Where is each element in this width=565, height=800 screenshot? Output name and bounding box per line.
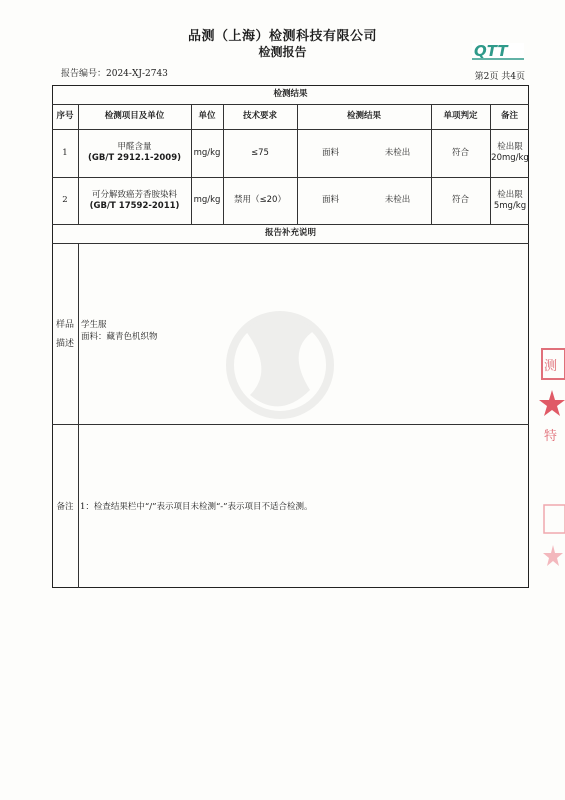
col-header-no: 序号 — [56, 111, 74, 122]
col-header-result: 检测结果 — [346, 111, 381, 122]
logo-text: QTT — [474, 42, 508, 60]
remarks-label: 备注 — [56, 501, 74, 512]
document-title: 检测报告 — [258, 45, 307, 59]
remarks-text: 1：检查结果栏中“/”表示项目未检测“-”表示项目不适合检测。 — [80, 501, 313, 512]
row1-result: 未检出 — [384, 147, 411, 158]
svg-text:特: 特 — [544, 429, 558, 444]
sample-name: 学生服 — [81, 319, 107, 330]
supplement-section-title: 报告补充说明 — [264, 228, 316, 239]
col-header-requirement: 技术要求 — [242, 111, 277, 122]
row1-verdict: 符合 — [451, 147, 469, 158]
row2-no: 2 — [62, 195, 68, 206]
col-header-verdict: 单项判定 — [443, 111, 478, 122]
sample-fabric: 面料：藏青色机织物 — [81, 331, 158, 342]
row1-item-standard: (GB/T 2912.1-2009) — [87, 153, 182, 163]
seal-stamp — [538, 345, 565, 595]
svg-text:测: 测 — [544, 359, 558, 374]
row2-part: 面料 — [321, 195, 339, 206]
company-logo — [470, 40, 526, 62]
row1-item — [78, 129, 191, 177]
row2-item — [78, 177, 191, 224]
col-header-unit: 单位 — [198, 111, 216, 122]
row1-part: 面料 — [321, 147, 339, 158]
row1-no: 1 — [62, 147, 68, 158]
row2-note: 检出限 5mg/kg — [493, 189, 527, 211]
report-number: 报告编号：2024-XJ-2743 — [61, 69, 168, 79]
row2-result: 未检出 — [384, 195, 411, 206]
col-header-note: 备注 — [500, 111, 518, 122]
row2-unit: mg/kg — [193, 195, 221, 206]
results-section-title: 检测结果 — [273, 89, 308, 100]
sample-description-label: 样品描述 — [55, 320, 74, 349]
row1-requirement: ≤75 — [251, 147, 269, 158]
col-header-item: 检测项目及单位 — [104, 111, 165, 122]
company-name: 品测（上海）检测科技有限公司 — [187, 29, 377, 44]
row1-unit: mg/kg — [193, 147, 221, 158]
row2-item-standard: (GB/T 17592-2011) — [89, 200, 180, 211]
row1-item-name: 甲醛含量 — [117, 142, 152, 153]
row2-requirement: 禁用（≤20） — [234, 195, 286, 206]
row2-verdict: 符合 — [451, 195, 469, 206]
page-indicator: 第2页 共4页 — [474, 72, 525, 82]
row1-note: 检出限 20mg/kg — [491, 142, 529, 163]
row2-item-name: 可分解致癌芳香胺染料 — [91, 189, 177, 200]
